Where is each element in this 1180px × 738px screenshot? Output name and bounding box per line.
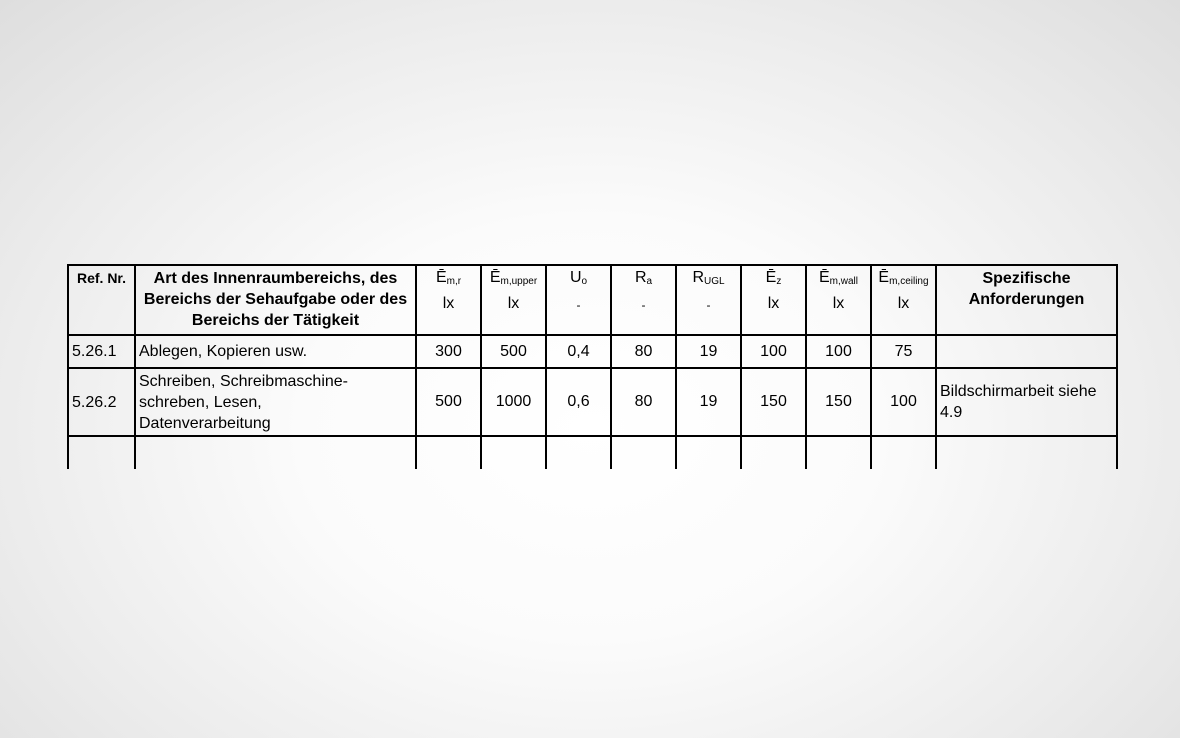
em-ceiling-symbol: Ē xyxy=(878,269,890,286)
em-r-unit: lx xyxy=(442,295,455,312)
cell-area-type: Ablegen, Kopieren usw. xyxy=(135,335,416,368)
header-specific-requirements: Spezifische Anforderungen xyxy=(936,265,1117,335)
uo-subscript: o xyxy=(581,276,588,287)
cell-em-ceiling: 100 xyxy=(871,368,936,436)
em-upper-unit: lx xyxy=(507,295,520,312)
ra-unit: - xyxy=(641,298,646,312)
empty-cell xyxy=(676,436,741,469)
uo-symbol: U xyxy=(569,269,582,286)
ra-symbol: R xyxy=(634,269,647,286)
empty-cell xyxy=(936,436,1117,469)
cell-ez: 150 xyxy=(741,368,806,436)
ez-symbol: Ē xyxy=(765,269,777,286)
empty-cell xyxy=(68,436,135,469)
header-uo xyxy=(546,265,611,335)
lighting-requirements-table xyxy=(67,264,1118,469)
rugl-symbol: R xyxy=(692,269,704,286)
header-em-r xyxy=(416,265,481,335)
empty-cell xyxy=(871,436,936,469)
empty-cell xyxy=(416,436,481,469)
empty-cell xyxy=(741,436,806,469)
cell-rugl: 19 xyxy=(676,368,741,436)
header-ez xyxy=(741,265,806,335)
empty-cell xyxy=(611,436,676,469)
cell-em-upper: 1000 xyxy=(481,368,546,436)
ra-subscript: a xyxy=(646,276,653,287)
cell-rugl: 19 xyxy=(676,335,741,368)
uo-unit: - xyxy=(576,298,581,312)
area-type-line: Datenverarbeitung xyxy=(139,414,271,432)
em-wall-subscript: m,wall xyxy=(829,276,858,287)
em-wall-unit: lx xyxy=(832,295,845,312)
table-row xyxy=(68,368,1117,436)
cell-specific-requirements xyxy=(936,335,1117,368)
area-type-line: schreben, Lesen, xyxy=(139,393,262,411)
rugl-unit: - xyxy=(706,298,711,312)
em-upper-symbol: Ē xyxy=(489,269,501,286)
cell-uo: 0,6 xyxy=(546,368,611,436)
header-ra xyxy=(611,265,676,335)
specific-requirements-line: 4.9 xyxy=(940,404,963,421)
em-upper-subscript: m,upper xyxy=(500,276,538,287)
cell-em-wall: 100 xyxy=(806,335,871,368)
cell-em-wall: 150 xyxy=(806,368,871,436)
em-wall-symbol: Ē xyxy=(818,269,830,286)
cell-em-ceiling: 75 xyxy=(871,335,936,368)
cell-uo: 0,4 xyxy=(546,335,611,368)
table-row xyxy=(68,335,1117,368)
header-row xyxy=(68,265,1117,335)
header-area-type: Art des Innenraumbereichs, des Bereichs der Sehaufgabe oder des Bereichs der Tätigkeit xyxy=(135,265,416,335)
header-ref-nr: Ref. Nr. xyxy=(68,265,135,335)
cell-ra: 80 xyxy=(611,368,676,436)
ez-unit: lx xyxy=(767,295,780,312)
table-row-empty xyxy=(68,436,1117,469)
cell-em-upper: 500 xyxy=(481,335,546,368)
empty-cell xyxy=(481,436,546,469)
cell-em-r: 300 xyxy=(416,335,481,368)
cell-ref: 5.26.2 xyxy=(68,368,135,436)
cell-area-type xyxy=(135,368,416,436)
empty-cell xyxy=(135,436,416,469)
em-r-subscript: m,r xyxy=(446,276,462,287)
cell-ra: 80 xyxy=(611,335,676,368)
header-em-wall xyxy=(806,265,871,335)
header-em-ceiling xyxy=(871,265,936,335)
specific-requirements-line: Bildschirmarbeit siehe xyxy=(940,383,1097,400)
empty-cell xyxy=(546,436,611,469)
ez-subscript: z xyxy=(776,276,782,287)
cell-em-r: 500 xyxy=(416,368,481,436)
cell-specific-requirements xyxy=(936,368,1117,436)
cell-ez: 100 xyxy=(741,335,806,368)
header-em-upper xyxy=(481,265,546,335)
em-ceiling-subscript: m,ceiling xyxy=(889,276,929,287)
rugl-subscript: UGL xyxy=(704,276,725,287)
area-type-line: Schreiben, Schreibmaschine- xyxy=(139,372,348,390)
em-ceiling-unit: lx xyxy=(897,295,910,312)
empty-cell xyxy=(806,436,871,469)
cell-ref: 5.26.1 xyxy=(68,335,135,368)
em-r-symbol: Ē xyxy=(435,269,447,286)
header-rugl xyxy=(676,265,741,335)
